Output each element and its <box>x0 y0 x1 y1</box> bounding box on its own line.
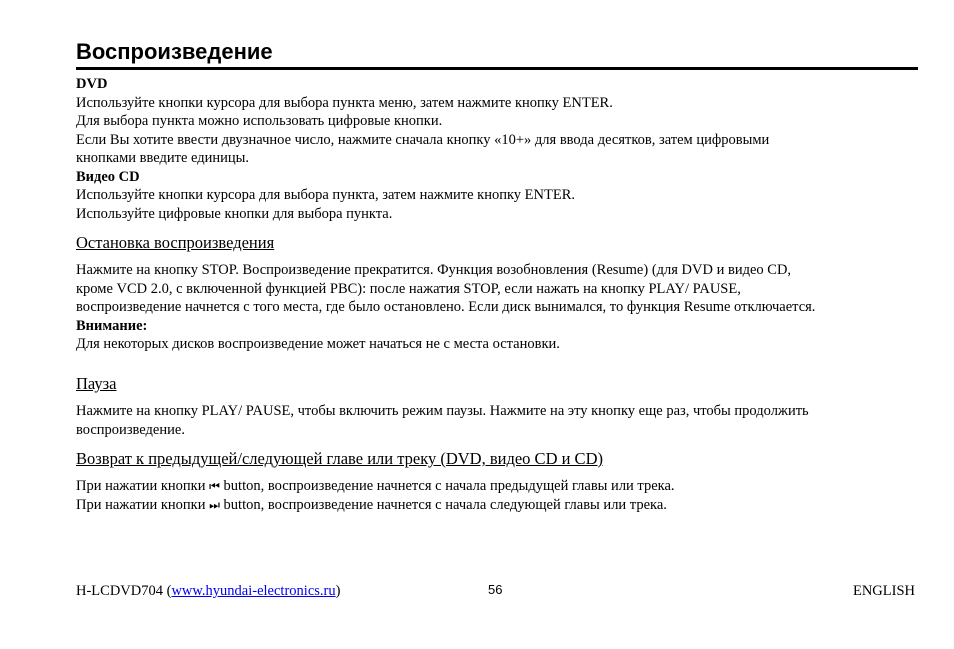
skip-next-icon: ⏭ <box>209 497 220 512</box>
page-number: 56 <box>488 582 503 597</box>
stop-line-3: воспроизведение начнется с того места, где было остановлено. Если диск вынимался, то функция Resume отключается. <box>76 299 816 315</box>
stop-line-2: кроме VCD 2.0, с включенной функцией PBC): после нажатия STOP, если нажать на кнопку PLAY/ PAUSE, <box>76 280 741 297</box>
vcd-line-1: Используйте кнопки курсора для выбора пункта, затем нажмите кнопку ENTER. <box>76 187 576 203</box>
skip-prev-after: button, воспроизведение начнется с начала предыдущей главы или трека. <box>223 478 675 494</box>
skip-next-after: button, воспроизведение начнется с начала следующей главы или трека. <box>223 496 667 513</box>
skip-next-line <box>76 496 918 515</box>
website-link[interactable]: www.hyundai-electronics.ru <box>171 583 336 599</box>
dvd-section <box>76 75 918 223</box>
pause-line-2: воспроизведение. <box>76 421 185 438</box>
note-label: Внимание: <box>76 317 148 334</box>
title-rule <box>76 67 918 70</box>
skip-prev-line <box>76 477 918 496</box>
note-text: Для некоторых дисков воспроизведение может начаться не с места остановки. <box>76 336 560 352</box>
footer-language: ENGLISH <box>852 583 915 599</box>
footer-model-close: ) <box>335 583 341 599</box>
stop-heading: Остановка воспроизведения <box>76 233 275 252</box>
footer-model <box>76 582 340 600</box>
vcd-label: Видео CD <box>76 168 140 185</box>
skip-previous-icon: ⏮ <box>209 479 220 493</box>
dvd-label: DVD <box>76 76 108 92</box>
dvd-line-2: Для выбора пункта можно использовать цифровые кнопки. <box>76 113 443 129</box>
dvd-line-1: Используйте кнопки курсора для выбора пункта меню, затем нажмите кнопку ENTER. <box>76 94 613 111</box>
footer-model-text: H-LCDVD704 ( <box>76 583 172 599</box>
dvd-line-4: кнопками введите единицы. <box>76 150 250 166</box>
pause-heading: Пауза <box>76 374 117 393</box>
stop-line-1: Нажмите на кнопку STOP. Воспроизведение прекратится. Функция возобновления (Resume) (для DVD и видео CD, <box>76 262 792 278</box>
vcd-line-2: Используйте цифровые кнопки для выбора пункта. <box>76 205 393 222</box>
skip-prev-before: При нажатии кнопки <box>76 478 206 494</box>
stop-section <box>76 261 918 354</box>
skip-next-before: При нажатии кнопки <box>76 496 206 513</box>
page-title: Воспроизведение <box>76 39 273 64</box>
skip-heading: Возврат к предыдущей/следующей главе или треку (DVD, видео CD и CD) <box>76 449 603 468</box>
pause-line-1: Нажмите на кнопку PLAY/ PAUSE, чтобы включить режим паузы. Нажмите на эту кнопку еще раз, чтобы продолжить <box>76 403 809 419</box>
pause-section <box>76 402 918 439</box>
dvd-line-3: Если Вы хотите ввести двузначное число, нажмите сначала кнопку «10+» для ввода десятков, затем цифровыми <box>76 131 770 148</box>
skip-section <box>76 477 918 514</box>
